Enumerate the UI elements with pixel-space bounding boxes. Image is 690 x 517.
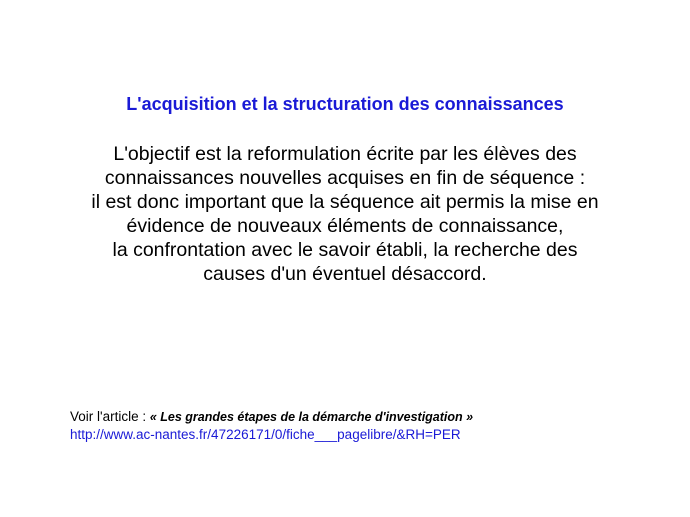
slide-title: L'acquisition et la structuration des connaissances (126, 94, 564, 114)
body-line-4: évidence de nouveaux éléments de connaissance, (126, 215, 564, 237)
article-title: « Les grandes étapes de la démarche d'investigation » (149, 410, 474, 424)
reference-prefix: Voir l'article : (70, 409, 150, 424)
slide-body (0, 142, 690, 286)
reference-line (70, 408, 473, 426)
reference-link[interactable]: http://www.ac-nantes.fr/47226171/0/fiche___pagelibre/&RH=PER (70, 427, 461, 442)
body-line-2: connaissances nouvelles acquises en fin de séquence : (104, 167, 586, 189)
reference-block (70, 408, 473, 444)
body-line-5: la confrontation avec le savoir établi, la recherche des (112, 239, 578, 261)
body-line-3: il est donc important que la séquence ait permis la mise en (91, 191, 599, 213)
body-line-6: causes d'un éventuel désaccord. (203, 263, 487, 285)
body-line-1: L'objectif est la reformulation écrite par les élèves des (113, 143, 577, 165)
